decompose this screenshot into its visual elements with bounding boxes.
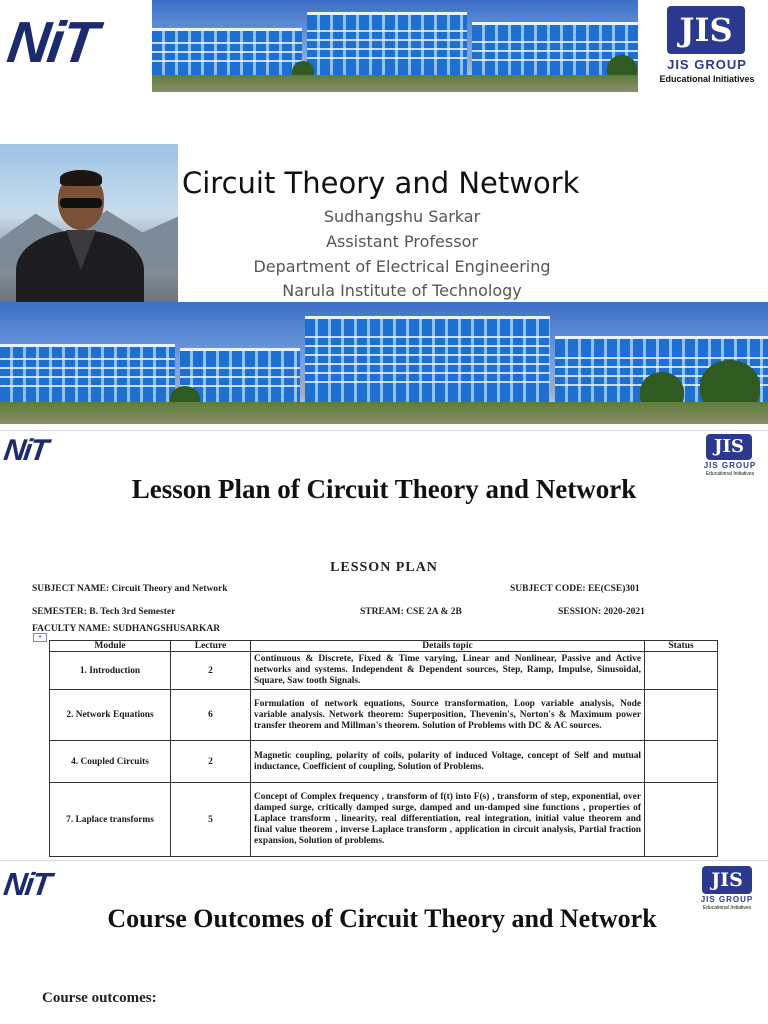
lesson-plan-heading: LESSON PLAN: [330, 560, 438, 575]
session: SESSION: 2020-2021: [558, 607, 645, 617]
status-cell: [645, 741, 718, 783]
status-cell: [645, 690, 718, 741]
table-row: [50, 652, 718, 690]
jis-group-text: JIS GROUP: [667, 57, 747, 72]
header-status: Status: [645, 641, 718, 652]
nit-logo: NiT: [3, 10, 101, 75]
header-module: Module: [50, 641, 171, 652]
campus-photo: [152, 0, 638, 92]
jis-tagline: Educational Initiatives: [705, 471, 755, 477]
presenter-designation: Assistant Professor: [326, 232, 478, 251]
module-cell: 7. Laplace transforms: [50, 783, 171, 857]
table-row: [50, 783, 718, 857]
table-header-row: [50, 641, 718, 652]
lesson-plan-table: [49, 640, 718, 857]
semester: SEMESTER: B. Tech 3rd Semester: [32, 607, 176, 617]
lecture-cell: 6: [171, 690, 251, 741]
jis-logo-mark: JIS: [702, 866, 752, 894]
status-cell: [645, 652, 718, 690]
lecture-cell: 2: [171, 741, 251, 783]
jis-group-text: JIS GROUP: [703, 461, 757, 470]
presenter-department: Department of Electrical Engineering: [253, 257, 551, 276]
jis-logo: [694, 434, 766, 476]
presenter-name: Sudhangshu Sarkar: [323, 207, 481, 226]
subject-name: SUBJECT NAME: Circuit Theory and Network: [32, 584, 228, 594]
lesson-plan-title: Lesson Plan of Circuit Theory and Network: [131, 474, 637, 504]
header-lecture: Lecture: [171, 641, 251, 652]
jis-logo-mark: JIS: [706, 434, 752, 460]
course-outcomes-title: Course Outcomes of Circuit Theory and Network: [107, 904, 657, 933]
module-cell: 4. Coupled Circuits: [50, 741, 171, 783]
faculty-name: FACULTY NAME: SUDHANGSHUSARKAR: [32, 624, 221, 634]
details-cell: Concept of Complex frequency , transform of f(t) into F(s) , transform of step, exponential, over damped surge, critically damped surge, damped and un-damped sine functions , properties of Laplace transform , linearity, real differentiation, real integration, initial value theorem and final value theorem , inverse Laplace transform , application in circuit analysis, Partial fraction expansion, Solution of problems.: [251, 783, 645, 857]
subject-code: SUBJECT CODE: EE(CSE)301: [510, 584, 640, 594]
details-cell: Magnetic coupling, polarity of coils, polarity of induced Voltage, concept of Self and mutual inductance, Coefficient of coupling, Solution of Problems.: [251, 741, 645, 783]
table-row: [50, 741, 718, 783]
details-cell: Continuous & Discrete, Fixed & Time varying, Linear and Nonlinear, Passive and Active networks and systems. Independent & Dependent sources, Step, Ramp, Impulse, Sinusoidal, Square, Saw tooth Signals.: [251, 652, 645, 690]
jis-logo: [648, 4, 766, 90]
jis-tagline: Educational Initiatives: [659, 74, 755, 84]
module-cell: 2. Network Equations: [50, 690, 171, 741]
campus-photo-wide: [0, 302, 768, 424]
jis-tagline: Educational Initiatives: [702, 905, 752, 911]
lecture-cell: 5: [171, 783, 251, 857]
slide-title: [0, 98, 768, 424]
presenter-photo: [0, 144, 178, 302]
header-details: Details topic: [251, 641, 645, 652]
nit-logo: NiT: [1, 434, 49, 467]
course-outcomes-label: Course outcomes:: [42, 990, 157, 1006]
table-expand-handle[interactable]: +: [33, 633, 47, 642]
module-cell: 1. Introduction: [50, 652, 171, 690]
jis-group-text: JIS GROUP: [700, 895, 754, 904]
lecture-cell: 2: [171, 652, 251, 690]
jis-logo-mark: JIS: [667, 6, 745, 54]
slide-banner: [0, 0, 768, 98]
status-cell: [645, 783, 718, 857]
table-row: [50, 690, 718, 741]
presenter-institute: Narula Institute of Technology: [282, 281, 522, 300]
details-cell: Formulation of network equations, Source transformation, Loop variable analysis, Node variable analysis. Network theorem: Superposition, Thevenin's, Norton's & Maximum power transfer theorem and Millman's theorem. Solution of Problems with DC & AC sources.: [251, 690, 645, 741]
stream: STREAM: CSE 2A & 2B: [360, 607, 462, 617]
course-title: Circuit Theory and Network: [182, 166, 580, 200]
nit-logo: NiT: [1, 866, 53, 902]
